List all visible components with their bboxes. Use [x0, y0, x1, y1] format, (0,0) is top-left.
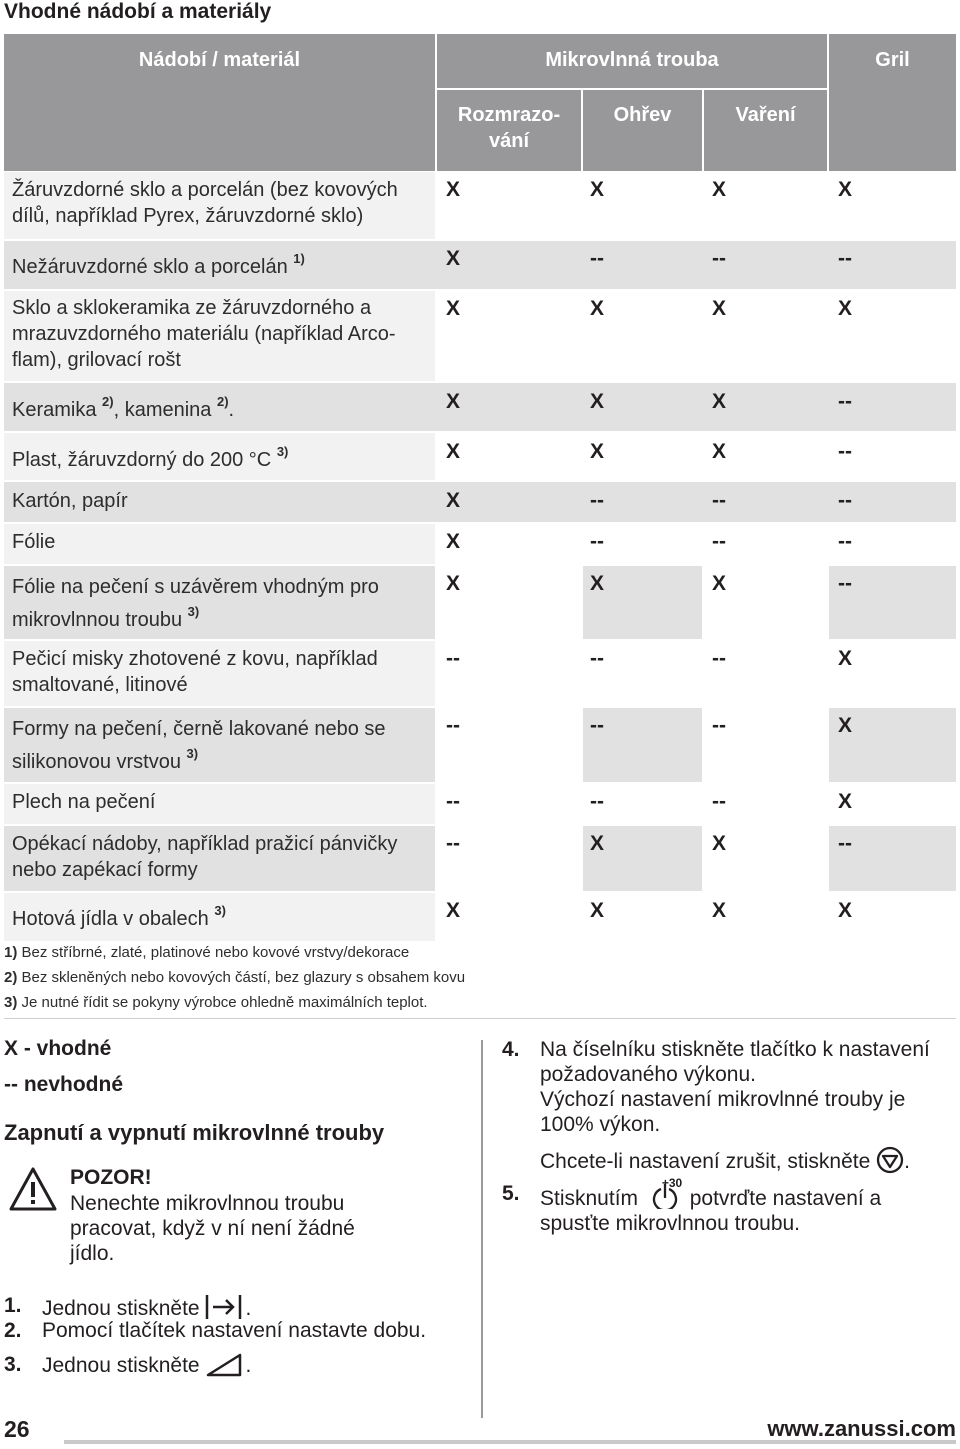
row-11-defrost: --: [446, 832, 460, 855]
row-2-cooking: X: [711, 297, 726, 320]
row-9-heating: --: [590, 714, 604, 737]
row-12-desc: [12, 903, 226, 932]
row-3-sup-b: 2): [216, 394, 229, 410]
header-defrost-line1: Rozmrazo-: [457, 104, 561, 126]
row-3-text-a: Keramika: [12, 399, 103, 421]
footnote-3-mark: 3): [4, 994, 18, 1011]
row-2-line1: Sklo a sklokeramika ze žáruvzdorného a: [12, 297, 372, 319]
row-8-defrost: --: [446, 647, 460, 670]
header-defrost: [437, 90, 581, 171]
row-0-grill: X: [837, 178, 852, 201]
row-3-text-b: , kamenina: [113, 399, 217, 421]
page-number: 26: [4, 1416, 30, 1442]
footnote-2-mark: 2): [4, 969, 18, 986]
section-divider: [4, 1018, 956, 1019]
row-8-desc: [12, 646, 378, 698]
row-5-grill: --: [838, 489, 852, 512]
row-7-sup: 3): [187, 604, 200, 620]
row-2-line2: mrazuvzdorného materiálu (například Arco-: [12, 323, 396, 345]
row-12-sup: 3): [214, 903, 226, 919]
row-11-line2: nebo zapékací formy: [12, 859, 198, 881]
row-4-defrost: X: [445, 440, 460, 463]
row-11-desc: [12, 831, 397, 883]
section-title: Vhodné nádobí a materiály: [4, 0, 272, 23]
row-6-bg: [4, 524, 435, 564]
step-5-after: potvrďte nastavení a spusťte mikrovlnnou troubu.: [540, 1187, 882, 1235]
row-1-desc: [12, 251, 305, 280]
row-6-line1: Fólie: [12, 531, 56, 553]
row-11-line1: Opékací nádoby, například pražicí pánvičky: [12, 833, 398, 855]
step-1-after: .: [245, 1297, 252, 1320]
row-12-grill: X: [837, 899, 852, 922]
row-9-cooking: --: [712, 714, 726, 737]
row-7-line1: Fólie na pečení s uzávěrem vhodným pro: [12, 576, 379, 598]
row-3-desc: [12, 394, 235, 423]
row-5-cooking: --: [712, 489, 726, 512]
row-7-line2: mikrovlnnou troubu: [12, 609, 183, 631]
step-5: [502, 1176, 956, 1236]
row-1-defrost: X: [445, 247, 460, 270]
header-cooking: [704, 90, 827, 171]
row-4-sup: 3): [276, 444, 289, 460]
row-5-defrost: X: [445, 489, 460, 512]
step-1-num: 1.: [4, 1294, 22, 1317]
row-9-line2: silikonovou vrstvou: [12, 751, 181, 773]
step-4-text: Na číselníku stiskněte tlačítko k nastavení požadovaného výkonu.: [540, 1038, 930, 1086]
row-10-line1: Plech na pečení: [12, 791, 156, 813]
row-4-cooking: X: [711, 440, 726, 463]
row-4-heating: X: [589, 440, 604, 463]
row-10-cooking: --: [712, 790, 726, 813]
row-1-line1: Nežáruvzdorné sklo a porcelán: [12, 256, 288, 278]
row-8-grill: X: [837, 647, 852, 670]
row-9-grill: X: [837, 714, 852, 737]
header-material: [4, 34, 435, 171]
row-9-defrost: --: [446, 714, 460, 737]
footnote-2: [4, 969, 465, 986]
step-3-after: .: [245, 1354, 252, 1377]
row-4-line1: Plast, žáruvzdorný do 200 °C: [12, 449, 272, 471]
step-5-num: 5.: [502, 1182, 520, 1205]
start-plus30-icon: [644, 1176, 684, 1209]
website-link[interactable]: www.zanussi.com: [767, 1416, 956, 1441]
warning-text: Nenechte mikrovlnnou troubu pracovat, když v ní není žádné jídlo.: [70, 1192, 355, 1265]
header-microwave: [437, 34, 827, 88]
row-3-defrost: X: [445, 390, 460, 413]
row-11-cooking: X: [711, 832, 726, 855]
row-8-heating: --: [590, 647, 604, 670]
row-5-heating: --: [590, 489, 604, 512]
row-9-desc: [12, 713, 386, 779]
header-grill-label: Gril: [875, 49, 910, 71]
row-0-heating: X: [589, 178, 604, 201]
row-9-line1: Formy na pečení, černě lakované nebo se: [12, 718, 386, 740]
section-heading: Zapnutí a vypnutí mikrovlnné trouby: [4, 1120, 385, 1145]
row-4-grill: --: [838, 440, 852, 463]
row-6-cooking: --: [712, 530, 726, 553]
row-5-desc: [12, 488, 128, 514]
row-1-grill: --: [838, 247, 852, 270]
row-3-cooking: X: [711, 390, 726, 413]
footnote-1-mark: 1): [4, 944, 18, 961]
header-cooking-label: Vaření: [735, 104, 796, 126]
header-heating: [583, 90, 702, 171]
row-2-heating: X: [589, 297, 604, 320]
start-plus30-label: +30: [661, 1176, 683, 1190]
row-7-defrost: X: [445, 572, 460, 595]
warning-title: POZOR!: [70, 1166, 152, 1189]
step-4-num: 4.: [502, 1038, 520, 1061]
step-3: [4, 1352, 474, 1384]
footnote-1-text: Bez stříbrné, zlaté, platinové nebo kovové vrstvy/dekorace: [17, 944, 410, 961]
step-4-extra1: Výchozí nastavení mikrovlnné trouby je 100% výkon.: [540, 1088, 906, 1136]
row-1-cooking: --: [712, 247, 726, 270]
column-divider: [481, 1040, 483, 1418]
row-8-line1: Pečicí misky zhotovené z kovu, například: [12, 648, 378, 670]
warning-triangle-icon: [8, 1166, 58, 1212]
row-12-line1: Hotová jídla v obalech: [12, 908, 209, 930]
step-2-text: Pomocí tlačítek nastavení nastavte dobu.: [42, 1319, 427, 1342]
row-6-defrost: X: [445, 530, 460, 553]
step-3-num: 3.: [4, 1353, 22, 1376]
row-3-heating: X: [589, 390, 604, 413]
row-2-line3: flam), grilovací rošt: [12, 349, 181, 371]
step-1-text: Jednou stiskněte: [42, 1297, 206, 1320]
row-3-grill: --: [838, 390, 852, 413]
step-5-text: Stisknutím: [540, 1187, 644, 1210]
row-10-desc: [12, 789, 155, 815]
footnote-1: [4, 944, 409, 961]
header-defrost-line2: vání: [488, 130, 530, 152]
row-8-line2: smaltované, litinové: [12, 674, 188, 696]
row-8-cooking: --: [712, 647, 726, 670]
step-4: [502, 1037, 956, 1180]
legend-suitable: X - vhodné: [4, 1037, 112, 1060]
row-1-sup: 1): [293, 251, 305, 267]
row-11-heating: X: [589, 832, 604, 855]
step-4-extra2-text: Chcete-li nastavení zrušit, stiskněte: [540, 1150, 877, 1173]
step-4-extra2-after: .: [904, 1150, 910, 1173]
footnote-3: [4, 994, 428, 1011]
row-4-desc: [12, 444, 289, 473]
row-6-desc: [12, 529, 55, 555]
row-12-cooking: X: [711, 899, 726, 922]
row-0-desc: [12, 177, 398, 229]
row-7-cooking: X: [711, 572, 726, 595]
row-5-bg: [4, 482, 956, 522]
row-12-defrost: X: [445, 899, 460, 922]
row-10-defrost: --: [446, 790, 460, 813]
legend-unsuitable: -- nevhodné: [4, 1073, 123, 1096]
row-6-heating: --: [590, 530, 604, 553]
row-10-grill: X: [837, 790, 852, 813]
stop-button-icon: [876, 1146, 904, 1180]
power-button-icon: [205, 1352, 245, 1384]
row-0-defrost: X: [445, 178, 460, 201]
row-3-text-c: .: [228, 399, 235, 421]
header-microwave-label: Mikrovlnná trouba: [545, 49, 719, 71]
row-6-grill: --: [838, 530, 852, 553]
row-0-line1: Žáruvzdorné sklo a porcelán (bez kovových: [12, 179, 398, 201]
row-0-cooking: X: [711, 178, 726, 201]
row-1-heating: --: [590, 247, 604, 270]
row-7-grill: --: [838, 572, 852, 595]
row-11-grill: --: [838, 832, 852, 855]
step-2-num: 2.: [4, 1319, 22, 1342]
step-2: [4, 1318, 474, 1343]
step-4-extra2: [540, 1146, 956, 1180]
step-3-text: Jednou stiskněte: [42, 1354, 206, 1377]
header-grill: [829, 34, 956, 171]
row-7-desc: [12, 571, 379, 637]
footnote-3-text: Je nutné řídit se pokyny výrobce ohledně maximálních teplot.: [17, 994, 428, 1011]
row-10-heating: --: [590, 790, 604, 813]
row-2-defrost: X: [445, 297, 460, 320]
row-0-line2: dílů, například Pyrex, žáruvzdorné sklo): [12, 205, 364, 227]
row-9-sup: 3): [186, 746, 199, 762]
footnote-2-text: Bez skleněných nebo kovových částí, bez glazury s obsahem kovu: [17, 969, 466, 986]
row-2-grill: X: [837, 297, 852, 320]
row-5-line1: Kartón, papír: [12, 490, 128, 512]
row-2-desc: [12, 295, 396, 373]
header-heating-label: Ohřev: [613, 104, 672, 126]
row-3-sup-a: 2): [102, 394, 114, 410]
row-12-heating: X: [589, 899, 604, 922]
header-material-label: Nádobí / materiál: [138, 49, 301, 71]
row-7-heating: X: [589, 572, 604, 595]
